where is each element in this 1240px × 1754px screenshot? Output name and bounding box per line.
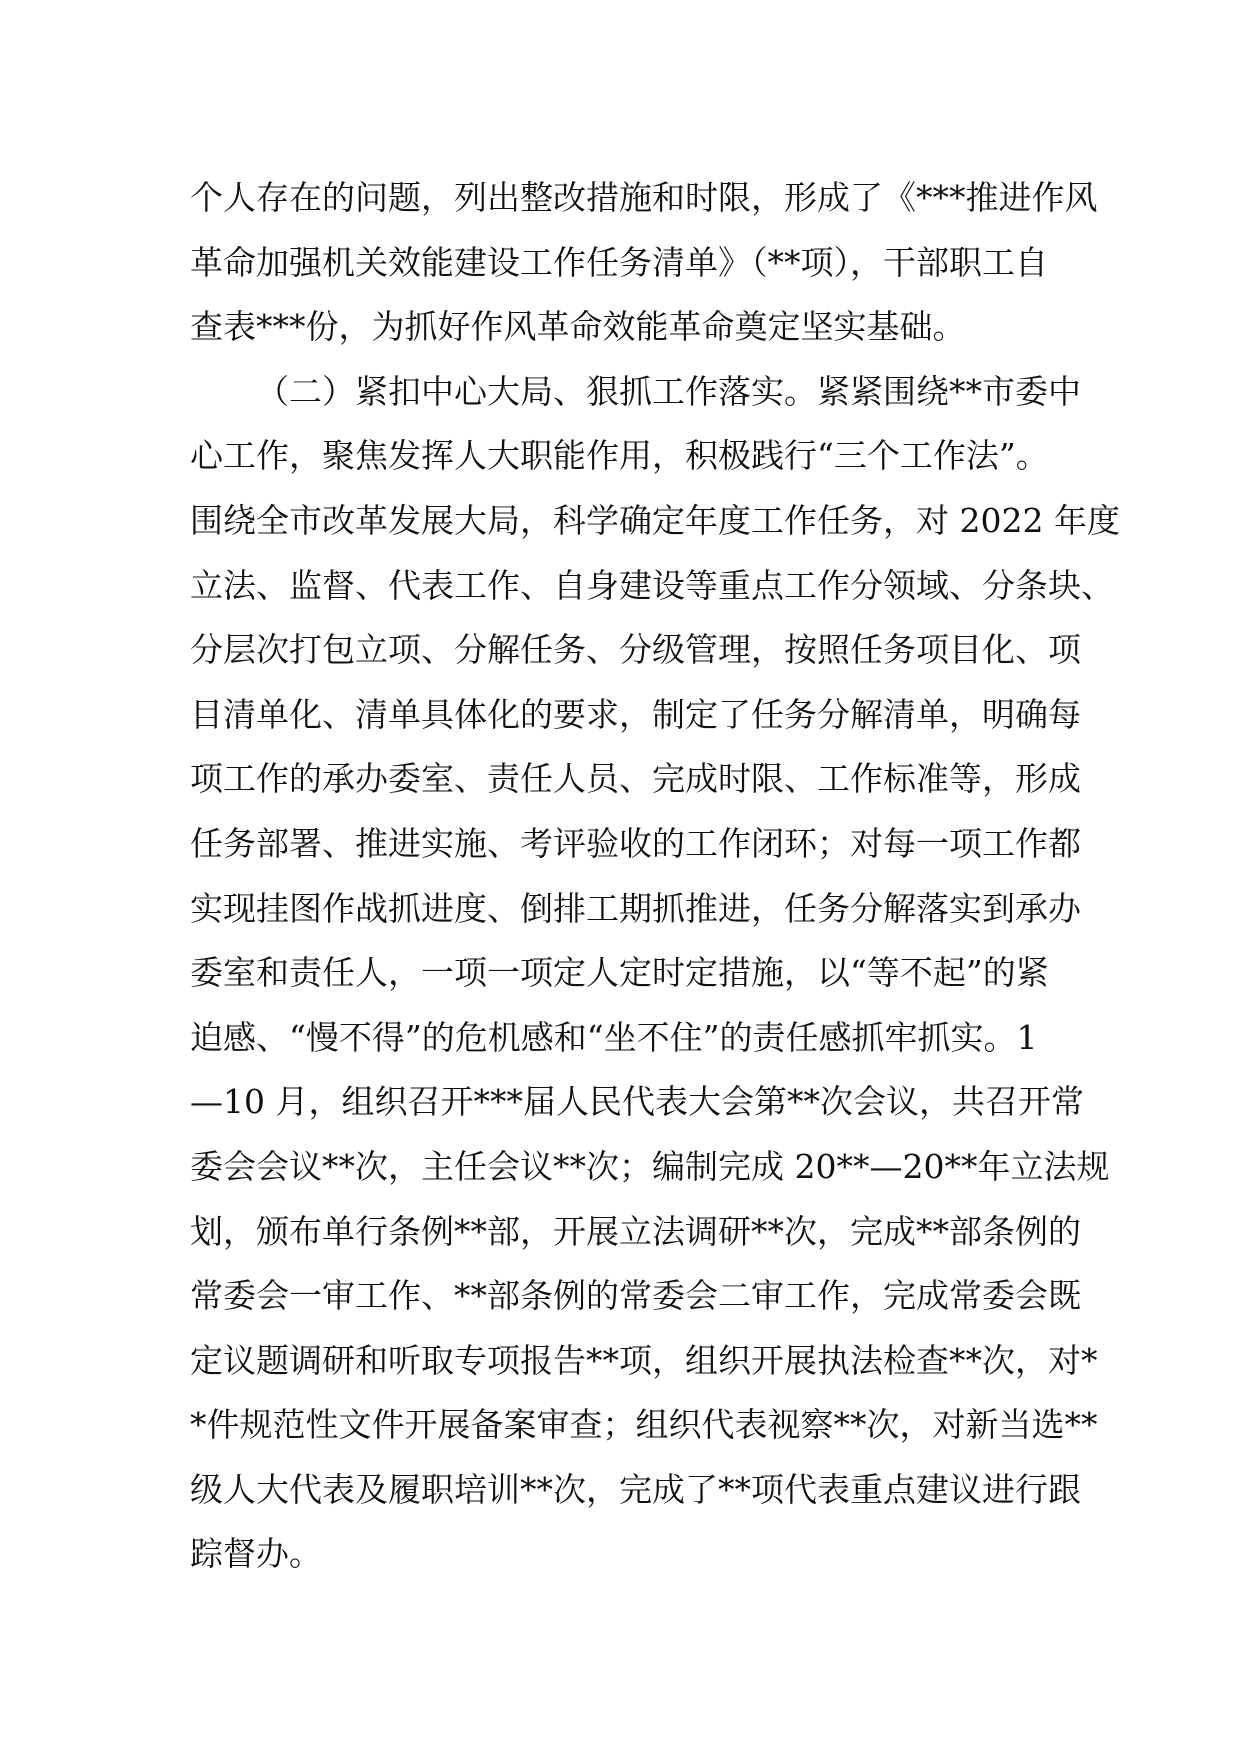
text-line: 委会会议**次，主任会议**次；编制完成 20**—20**年立法规: [190, 1146, 1110, 1186]
text-line: 革命加强机关效能建设工作任务清单》（**项），干部职工自: [190, 242, 1048, 282]
text-line: 立法、监督、代表工作、自身建设等重点工作分领域、分条块、: [190, 565, 1114, 605]
text-line: 踪督办。: [190, 1534, 322, 1574]
text-line: —10 月，组织召开***届人民代表大会第**次会议，共召开常: [190, 1082, 1084, 1122]
text-line: 查表***份，为抓好作风革命效能革命奠定坚实基础。: [190, 307, 966, 347]
text-line: 分层次打包立项、分解任务、分级管理，按照任务项目化、项: [190, 630, 1081, 670]
text-line: 迫感、“慢不得”的危机感和“坐不住”的责任感抓牢抓实。1: [190, 1017, 1038, 1057]
text-line: 个人存在的问题，列出整改措施和时限，形成了《***推进作风: [190, 178, 1098, 217]
section-heading-line: （二）紧扣中心大局、狠抓工作落实。紧紧围绕**市委中: [256, 371, 1081, 411]
text-line: 实现挂图作战抓进度、倒排工期抓推进，任务分解落实到承办: [190, 888, 1081, 928]
text-line: 定议题调研和听取专项报告**项，组织开展执法检查**次，对*: [190, 1340, 1098, 1380]
body-text: [190, 166, 1120, 1587]
text-line: 项工作的承办委室、责任人员、完成时限、工作标准等，形成: [190, 759, 1081, 799]
text-line: 级人大代表及履职培训**次，完成了**项代表重点建议进行跟: [190, 1469, 1081, 1509]
text-line: 心工作，聚焦发挥人大职能作用，积极践行“三个工作法”。: [190, 436, 1049, 476]
text-line: 目清单化、清单具体化的要求，制定了任务分解清单，明确每: [190, 694, 1081, 734]
text-line: 围绕全市改革发展大局，科学确定年度工作任务，对 2022 年度: [190, 500, 1120, 540]
text-line: 划，颁布单行条例**部，开展立法调研**次，完成**部条例的: [190, 1211, 1081, 1251]
text-line: 委室和责任人，一项一项定人定时定措施，以“等不起”的紧: [190, 953, 1049, 993]
text-line: *件规范性文件开展备案审查；组织代表视察**次，对新当选**: [190, 1405, 1098, 1445]
text-line: 常委会一审工作、**部条例的常委会二审工作，完成常委会既: [190, 1276, 1081, 1316]
text-line: 任务部署、推进实施、考评验收的工作闭环；对每一项工作都: [190, 823, 1081, 863]
